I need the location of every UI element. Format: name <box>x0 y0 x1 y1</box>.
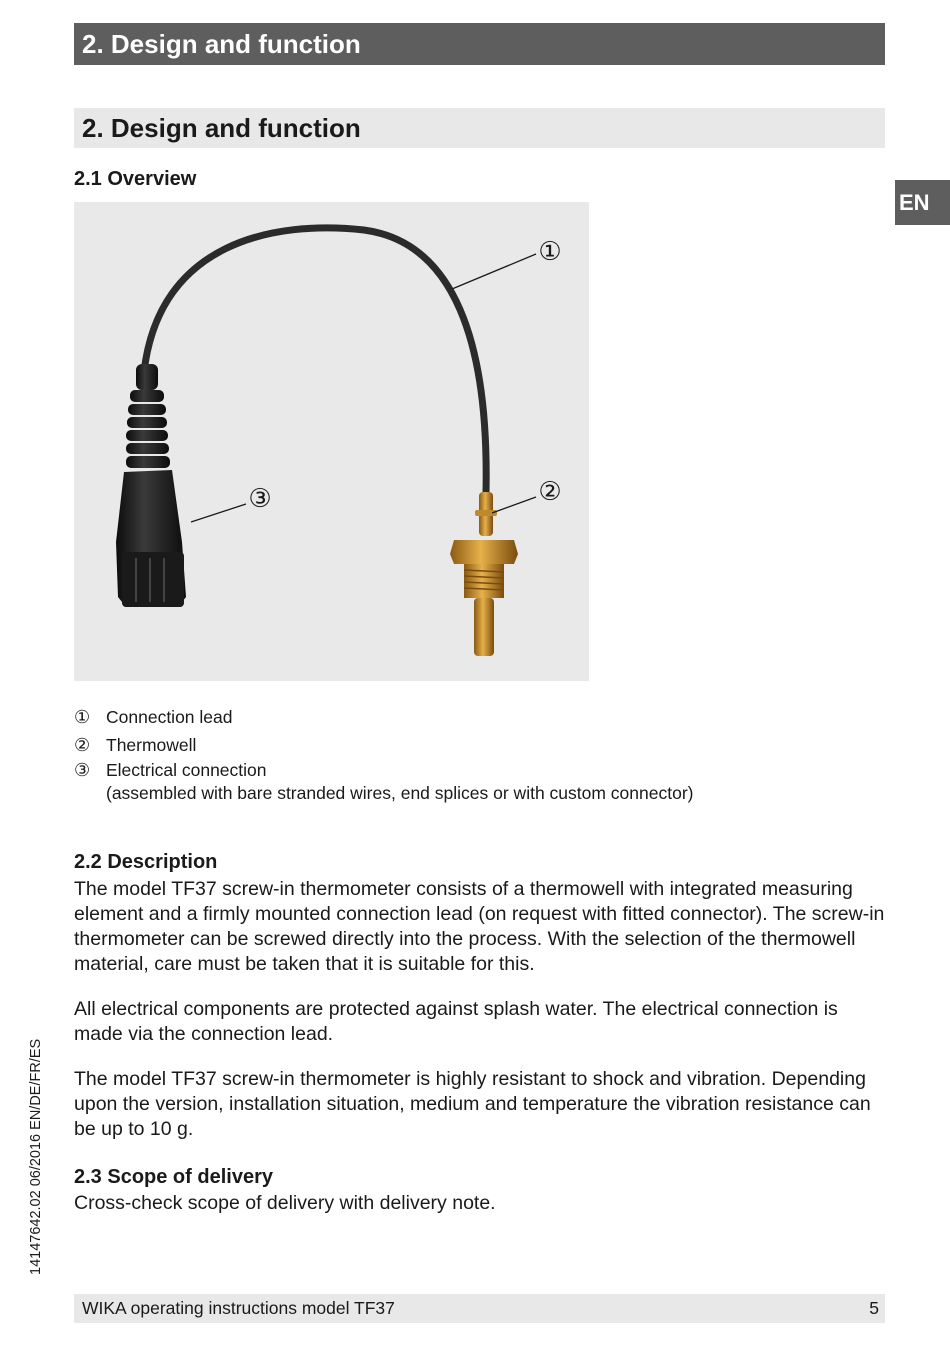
page-footer <box>74 1294 885 1323</box>
legend-text: Thermowell <box>106 735 197 755</box>
scope-text: Cross-check scope of delivery with delivery note. <box>74 1192 496 1214</box>
description-paragraph: The model TF37 screw-in thermometer consists of a thermowell with integrated measuring element and a firmly mounted connection lead (on request with fitted connector). The screw-in thermometer can be screwed directly into the process. With the selection of the thermowell material, care must be taken that it is suitable for this. <box>74 878 885 975</box>
connector-strain-relief <box>126 364 170 468</box>
footer-title: WIKA operating instructions model TF37 <box>82 1298 395 1318</box>
legend-note: (assembled with bare stranded wires, end splices or with custom connector) <box>106 783 694 803</box>
connection-lead-cable <box>144 228 486 492</box>
callout-1: ① <box>538 237 562 267</box>
legend-number: ① <box>74 707 91 727</box>
thermowell-part <box>450 492 518 656</box>
scope-heading: 2.3 Scope of delivery <box>74 1166 273 1188</box>
description-heading: 2.2 Description <box>74 851 218 873</box>
section-title: 2. Design and function <box>74 108 885 148</box>
description-paragraph: All electrical components are protected against splash water. The electrical connection is made via the connection lead. <box>74 998 838 1045</box>
overview-heading: 2.1 Overview <box>74 168 197 190</box>
callout-3: ③ <box>248 484 272 514</box>
page-number: 5 <box>869 1298 879 1318</box>
legend-number: ② <box>74 735 91 755</box>
product-photo <box>74 202 589 681</box>
legend-number: ③ <box>74 760 91 780</box>
document-code: 14147642.02 06/2016 EN/DE/FR/ES <box>28 1038 44 1275</box>
language-tab: EN <box>895 180 950 225</box>
legend-text: Connection lead <box>106 707 233 727</box>
top-header-bar: 2. Design and function <box>74 23 885 65</box>
callout-2: ② <box>538 477 562 507</box>
description-paragraph: The model TF37 screw-in thermometer is highly resistant to shock and vibration. Depending upon the version, installation situation, medium and temperature the vibration resistance can be up to 10 g. <box>74 1068 871 1140</box>
legend-text: Electrical connection <box>106 760 267 780</box>
